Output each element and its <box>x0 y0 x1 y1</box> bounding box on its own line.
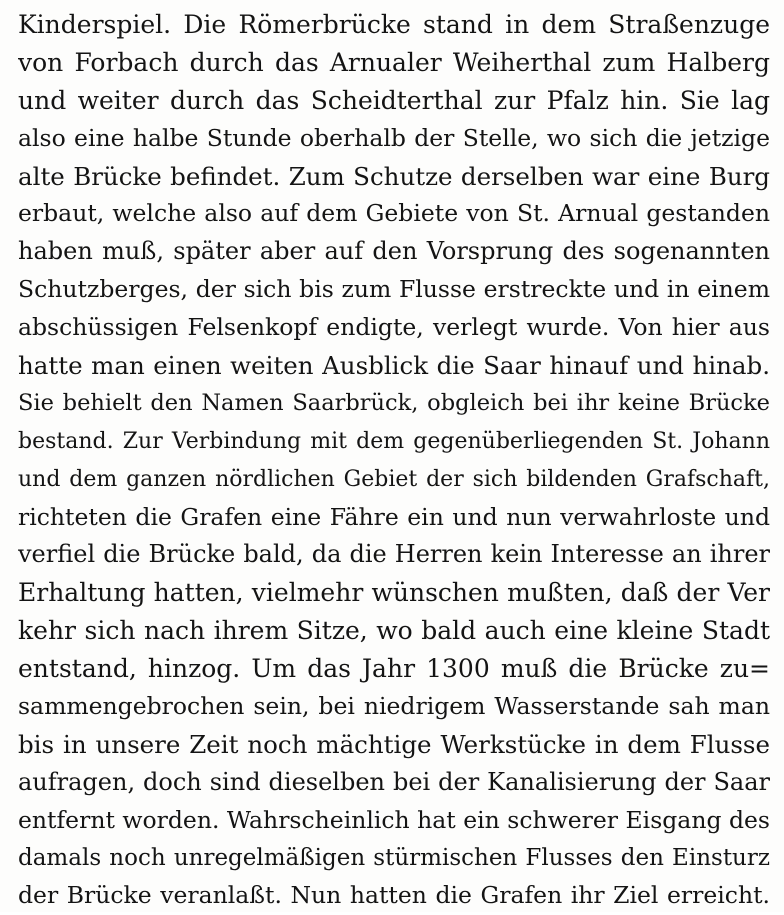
text-line-22: entfernt worden. Wahrscheinlich hat ein schwerer Eisgang des <box>18 805 770 834</box>
text-line-11: Sie behielt den Namen Saarbrück, obgleich bei ihr keine Brücke <box>18 389 770 416</box>
text-line-12: bestand. Zur Verbindung mit dem gegenüberliegenden St. Johann <box>18 428 770 454</box>
text-line-2: von Forbach durch das Arnualer Weiherthal zum Halberg <box>18 47 770 77</box>
text-line-1: Kinderspiel. Die Römerbrücke stand in dem Straßenzuge <box>18 10 770 39</box>
body-text <box>18 6 770 915</box>
text-line-14: richteten die Grafen eine Fähre ein und nun verwahrloste und <box>18 502 770 531</box>
text-line-8: Schutzberges, der sich bis zum Flusse erstreckte und in einem <box>18 275 770 304</box>
text-line-16: Erhaltung hatten, vielmehr wünschen mußten, daß der Ver <box>18 578 770 608</box>
text-line-23: damals noch unregelmäßigen stürmischen Flusses den Einsturz <box>18 844 770 871</box>
text-line-18: entstand, hinzog. Um das Jahr 1300 muß die Brücke zu= <box>18 654 770 684</box>
text-line-19: sammengebrochen sein, bei niedrigem Wasserstande sah man <box>18 692 770 721</box>
text-line-21: aufragen, doch sind dieselben bei der Kanalisierung der Saar <box>18 767 770 796</box>
text-line-9: abschüssigen Felsenkopf endigte, verlegt wurde. Von hier aus <box>18 313 770 342</box>
text-line-7: haben muß, später aber auf den Vorsprung des sogenannten <box>18 237 770 266</box>
text-line-24: der Brücke veranlaßt. Nun hatten die Grafen ihr Ziel erreicht. <box>18 881 770 910</box>
text-line-10: hatte man einen weiten Ausblick die Saar hinauf und hinab. <box>18 351 770 381</box>
text-line-3: und weiter durch das Scheidterthal zur Pfalz hin. Sie lag <box>18 85 770 115</box>
text-line-6: erbaut, welche also auf dem Gebiete von St. Arnual gestanden <box>18 199 770 228</box>
text-line-17: kehr sich nach ihrem Sitze, wo bald auch eine kleine Stadt <box>18 616 770 646</box>
text-line-4: also eine halbe Stunde oberhalb der Stelle, wo sich die jetzige <box>18 123 770 152</box>
text-line-5: alte Brücke befindet. Zum Schutze derselben war eine Burg <box>18 161 770 191</box>
text-line-15: verfiel die Brücke bald, da die Herren kein Interesse an ihrer <box>18 540 770 569</box>
text-line-13: und dem ganzen nördlichen Gebiet der sich bildenden Grafschaft, <box>18 466 770 492</box>
text-line-20: bis in unsere Zeit noch mächtige Werkstücke in dem Flusse <box>18 729 770 759</box>
